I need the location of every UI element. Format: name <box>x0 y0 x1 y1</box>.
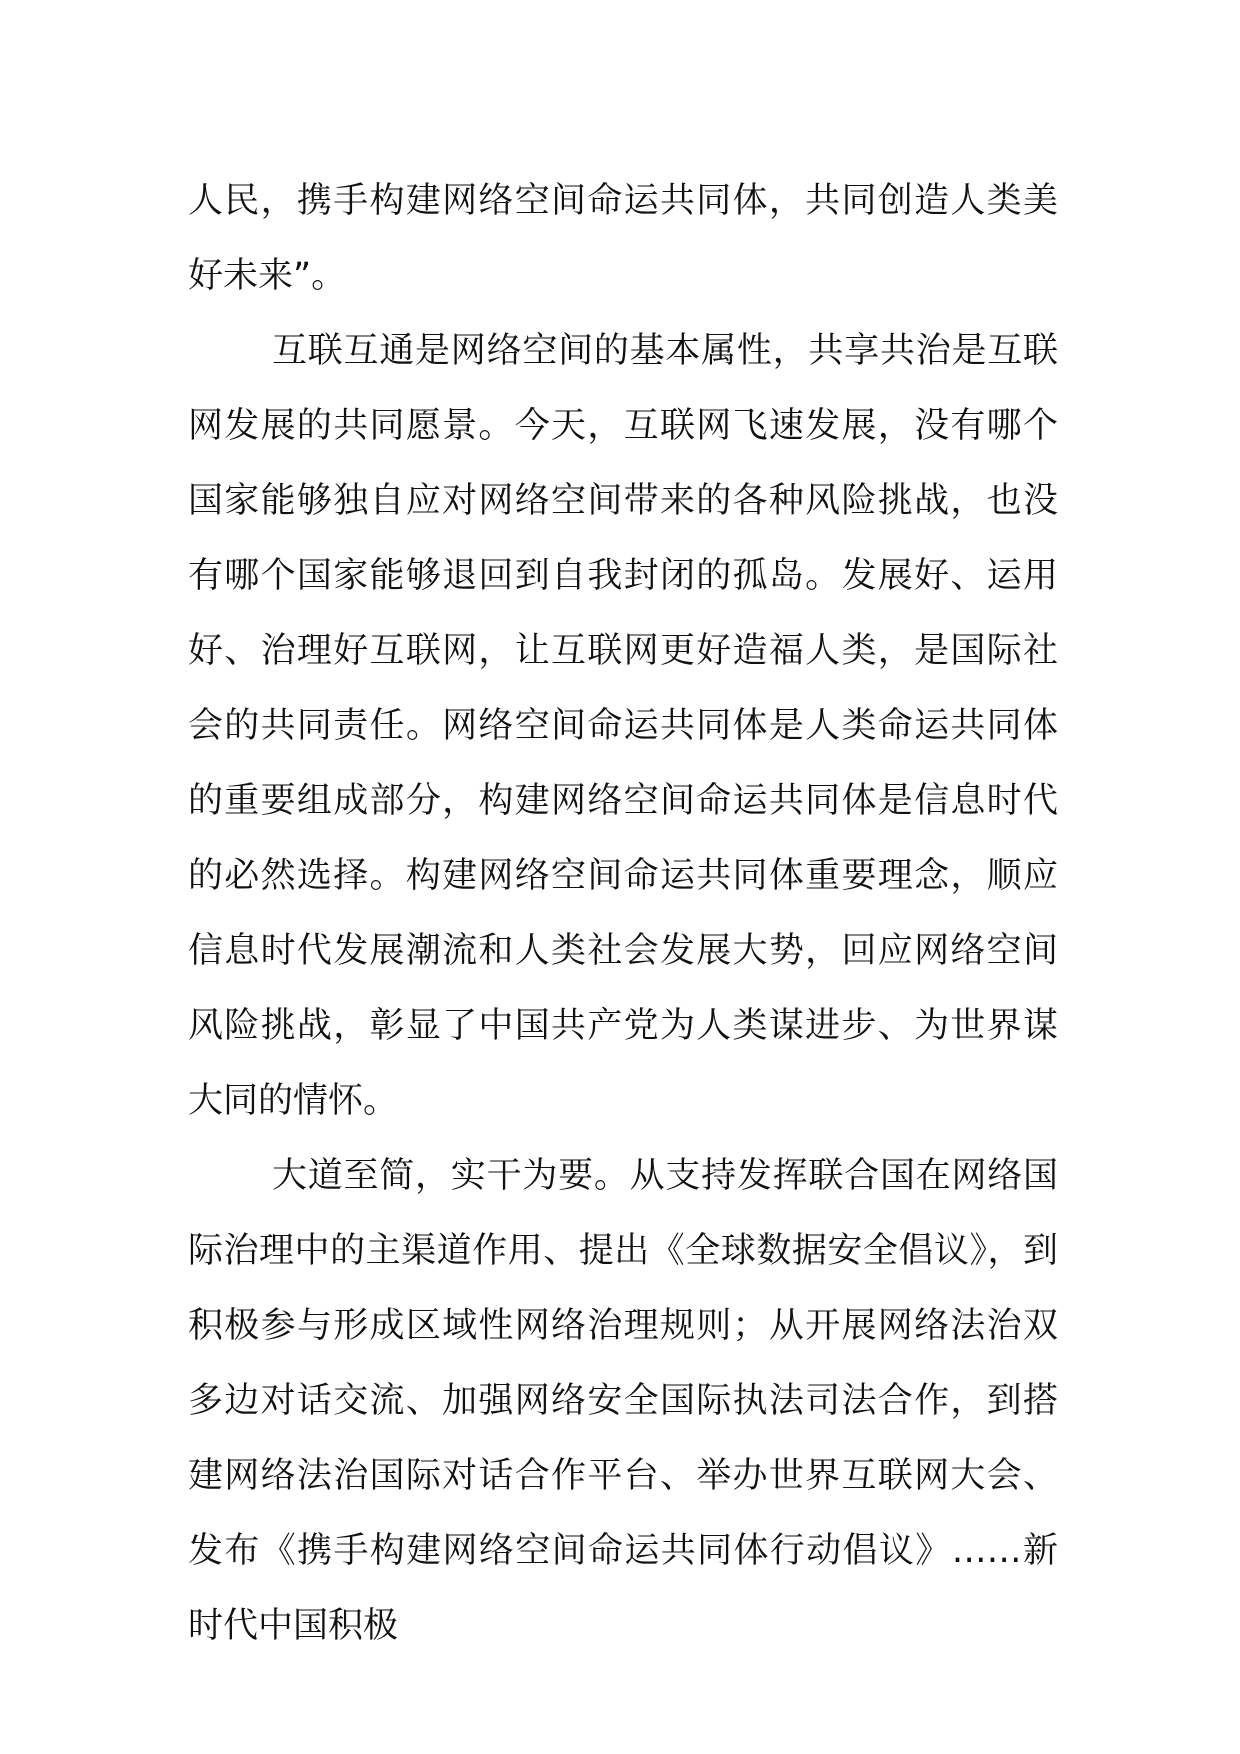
paragraph-continuation: 人民，携手构建网络空间命运共同体，共同创造人类美好未来”。 <box>188 181 1058 296</box>
paragraph-practical-action: 大道至简，实干为要。从支持发挥联合国在网络国际治理中的主渠道作用、提出《全球数据安全倡议》，到积极参与形成区域性网络治理规则；从开展网络法治双多边对话交流、加强网络安全国际执法司法合作，到搭建网络法治国际对话合作平台、举办世界互联网大会、发布《携手构建网络空间命运共同体行动倡议》……新时代中国积极 <box>188 1156 1058 1646</box>
document-body <box>188 164 1058 1664</box>
paragraph-interconnection: 互联互通是网络空间的基本属性，共享共治是互联网发展的共同愿景。今天，互联网飞速发展，没有哪个国家能够独自应对网络空间带来的各种风险挑战，也没有哪个国家能够退回到自我封闭的孤岛。发展好、运用好、治理好互联网，让互联网更好造福人类，是国际社会的共同责任。网络空间命运共同体是人类命运共同体的重要组成部分，构建网络空间命运共同体是信息时代的必然选择。构建网络空间命运共同体重要理念，顺应信息时代发展潮流和人类社会发展大势，回应网络空间风险挑战，彰显了中国共产党为人类谋进步、为世界谋大同的情怀。 <box>188 331 1058 1121</box>
